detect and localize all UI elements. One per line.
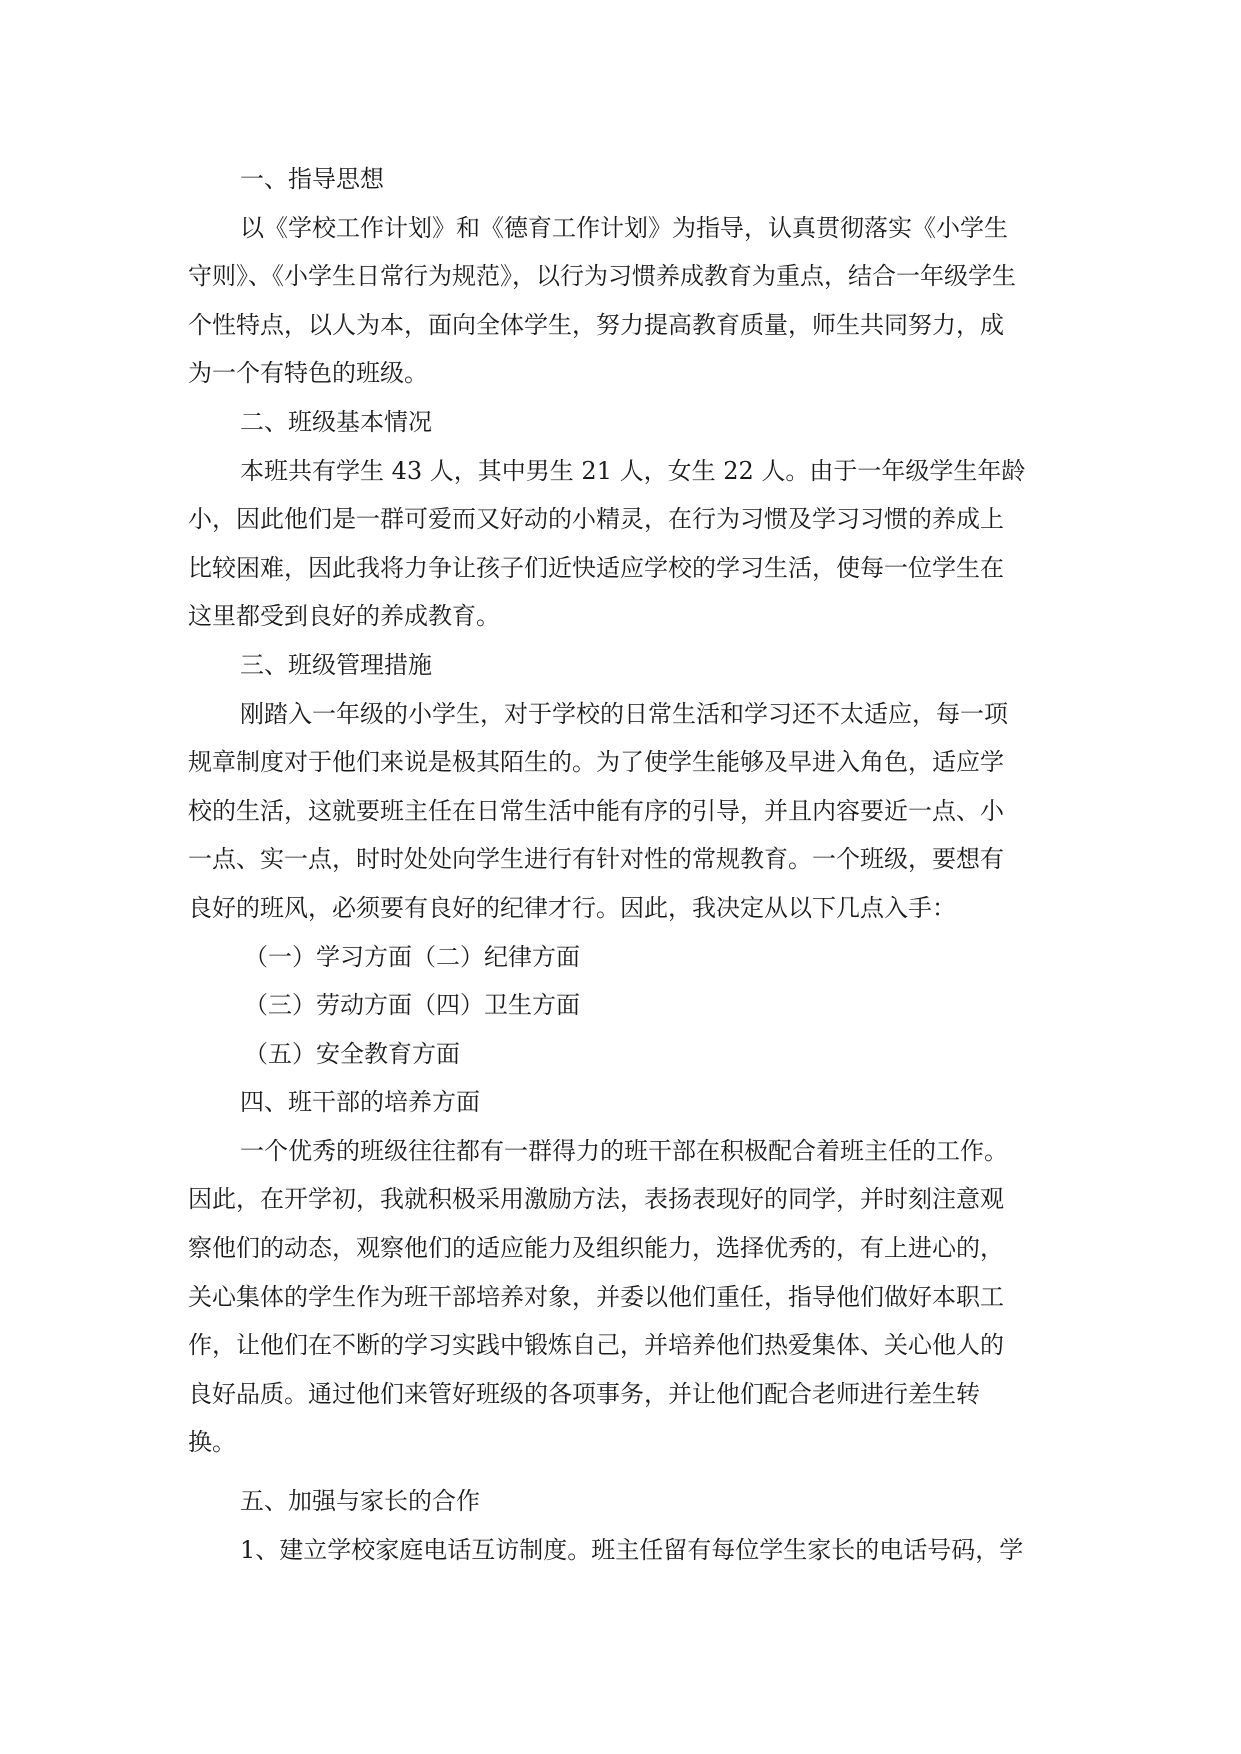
- heading-management-measures: 三、班级管理措施: [240, 650, 432, 679]
- paragraph-line: 以《学校工作计划》和《德育工作计划》为指导，认真贯彻落实《小学生: [240, 213, 1008, 242]
- paragraph-line: 本班共有学生 43 人，其中男生 21 人，女生 22 人。由于一年级学生年龄: [240, 456, 1026, 485]
- paragraph-line: 关心集体的学生作为班干部培养对象，并委以他们重任，指导他们做好本职工: [188, 1282, 1004, 1311]
- paragraph-line: 为一个有特色的班级。: [188, 359, 428, 388]
- paragraph-line: 刚踏入一年级的小学生，对于学校的日常生活和学习还不太适应，每一项: [240, 699, 1008, 728]
- heading-parent-cooperation: 五、加强与家长的合作: [240, 1487, 480, 1516]
- list-item: （三）劳动方面（四）卫生方面: [244, 991, 580, 1020]
- paragraph-line: 一个优秀的班级往往都有一群得力的班干部在积极配合着班主任的工作。: [240, 1136, 1008, 1165]
- paragraph-line: 良好的班风，必须要有良好的纪律才行。因此，我决定从以下几点入手：: [188, 893, 956, 922]
- paragraph-line: 校的生活，这就要班主任在日常生活中能有序的引导，并且内容要近一点、小: [188, 796, 1004, 825]
- paragraph-line: 换。: [188, 1428, 236, 1457]
- list-item: （五）安全教育方面: [244, 1039, 460, 1068]
- paragraph-line: 良好品质。通过他们来管好班级的各项事务，并让他们配合老师进行差生转: [188, 1379, 980, 1408]
- paragraph-line: 一点、实一点，时时处处向学生进行有针对性的常规教育。一个班级，要想有: [188, 845, 1004, 874]
- paragraph-line: 比较困难，因此我将力争让孩子们近快适应学校的学习生活，使每一位学生在: [188, 553, 1004, 582]
- heading-class-overview: 二、班级基本情况: [240, 407, 432, 436]
- paragraph-line: 个性特点，以人为本，面向全体学生，努力提高教育质量，师生共同努力，成: [188, 310, 1004, 339]
- paragraph-line: 1、建立学校家庭电话互访制度。班主任留有每位学生家长的电话号码，学: [240, 1535, 1024, 1564]
- list-item: （一）学习方面（二）纪律方面: [244, 942, 580, 971]
- paragraph-line: 因此，在开学初，我就积极采用激励方法，表扬表现好的同学，并时刻注意观: [188, 1185, 1004, 1214]
- paragraph-spacer: [188, 1467, 1060, 1477]
- heading-class-cadre: 四、班干部的培养方面: [240, 1088, 480, 1117]
- paragraph-line: 察他们的动态，观察他们的适应能力及组织能力，选择优秀的，有上进心的，: [188, 1234, 1004, 1263]
- paragraph-line: 作，让他们在不断的学习实践中锻炼自己，并培养他们热爱集体、关心他人的: [188, 1331, 1004, 1360]
- paragraph-line: 规章制度对于他们来说是极其陌生的。为了使学生能够及早进入角色，适应学: [188, 748, 1004, 777]
- paragraph-line: 守则》、《小学生日常行为规范》，以行为习惯养成教育为重点，结合一年级学生: [188, 262, 1016, 291]
- paragraph-line: 小，因此他们是一群可爱而又好动的小精灵，在行为习惯及学习习惯的养成上: [188, 505, 1004, 534]
- heading-guiding-thought: 一、指导思想: [240, 165, 384, 193]
- document-body: [188, 155, 1060, 1574]
- paragraph-line: 这里都受到良好的养成教育。: [188, 602, 500, 631]
